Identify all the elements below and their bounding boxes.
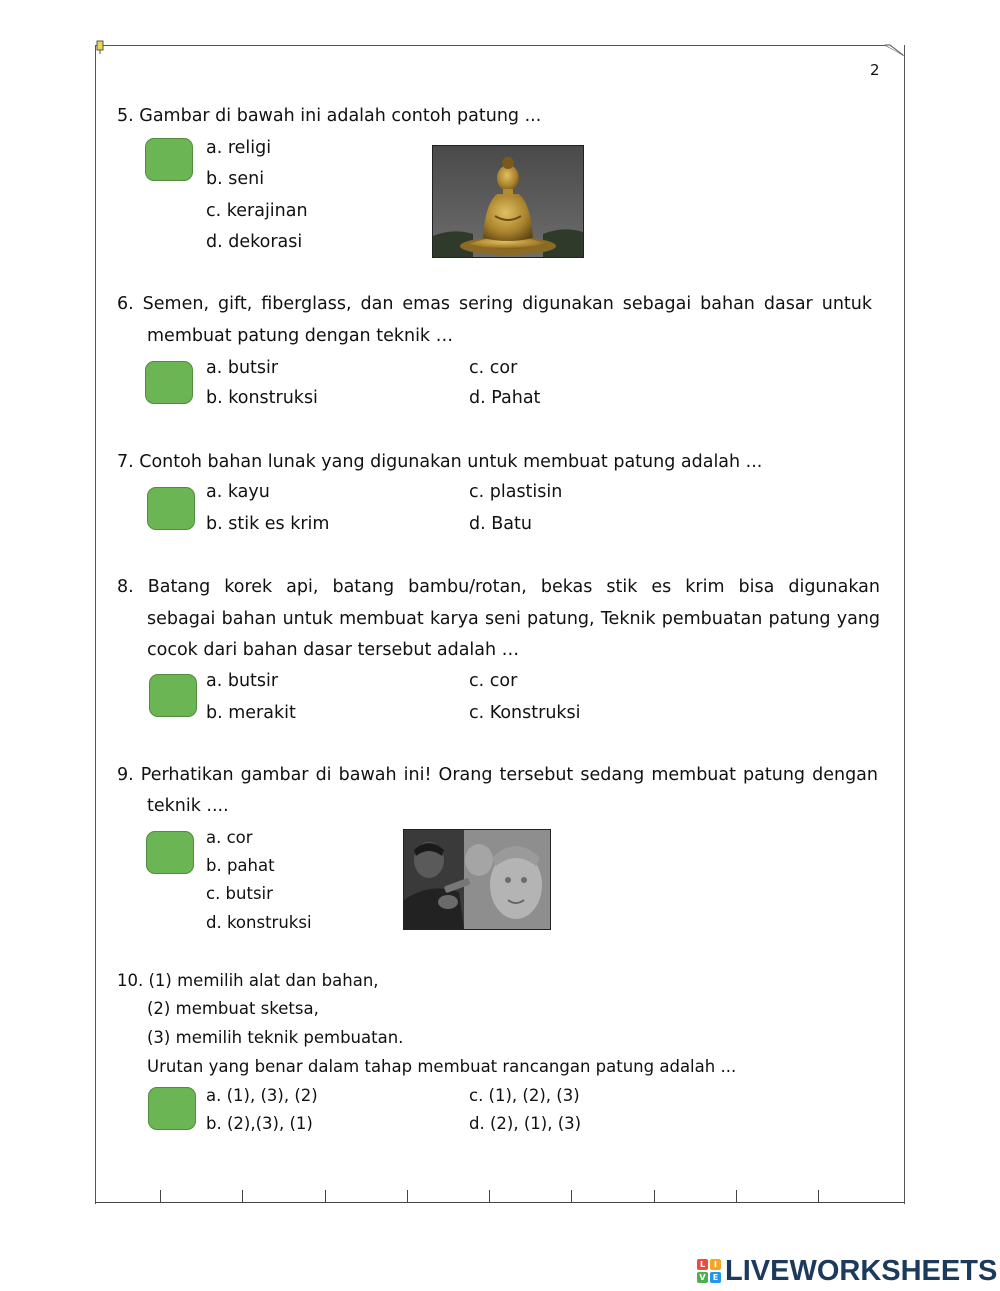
- bottom-tick: [489, 1190, 490, 1202]
- liveworksheets-logo[interactable]: [697, 1256, 997, 1286]
- sculptor-carving-image: [403, 829, 551, 930]
- q10-option-b: b. (2),(3), (1): [206, 1114, 313, 1133]
- q7-option-c: c. plastisin: [469, 482, 563, 502]
- bottom-tick: [160, 1190, 161, 1202]
- q6-option-b: b. konstruksi: [206, 388, 318, 408]
- q10-option-a: a. (1), (3), (2): [206, 1086, 318, 1105]
- question-10-line-3: (3) memilih teknik pembuatan.: [147, 1028, 404, 1047]
- question-9-line-2: teknik ....: [147, 796, 229, 816]
- answer-box-q10[interactable]: [148, 1087, 196, 1130]
- question-9-line-1: 9. Perhatikan gambar di bawah ini! Orang tersebut sedang membuat patung dengan: [117, 765, 878, 785]
- q9-option-c: c. butsir: [206, 884, 273, 903]
- q7-option-b: b. stik es krim: [206, 514, 330, 534]
- question-8-line-2: sebagai bahan untuk membuat karya seni patung, Teknik pembuatan patung yang: [147, 609, 880, 629]
- q8-option-a: a. butsir: [206, 671, 279, 691]
- folded-corner-icon: [885, 44, 904, 56]
- logo-icon-letter: V: [697, 1272, 708, 1283]
- answer-box-q7[interactable]: [147, 487, 195, 530]
- q5-option-b: b. seni: [206, 169, 265, 189]
- q5-option-a: a. religi: [206, 138, 272, 158]
- q7-option-d: d. Batu: [469, 514, 532, 534]
- q8-option-d: c. Konstruksi: [469, 703, 581, 723]
- q10-option-d: d. (2), (1), (3): [469, 1114, 582, 1133]
- answer-box-q6[interactable]: [145, 361, 193, 404]
- q9-option-b: b. pahat: [206, 856, 275, 875]
- answer-box-q9[interactable]: [146, 831, 194, 874]
- liveworksheets-logo-text: LIVEWORKSHEETS: [725, 1254, 998, 1287]
- liveworksheets-logo-icon: [697, 1259, 721, 1283]
- q6-option-d: d. Pahat: [469, 388, 541, 408]
- q8-option-b: b. merakit: [206, 703, 296, 723]
- q9-option-d: d. konstruksi: [206, 913, 312, 932]
- q7-option-a: a. kayu: [206, 482, 270, 502]
- question-8-line-3: cocok dari bahan dasar tersebut adalah …: [147, 640, 520, 660]
- q8-option-c: c. cor: [469, 671, 518, 691]
- q5-option-c: c. kerajinan: [206, 201, 308, 221]
- bottom-tick: [654, 1190, 655, 1202]
- question-7-text: 7. Contoh bahan lunak yang digunakan untuk membuat patung adalah ...: [117, 452, 763, 472]
- bottom-tick: [571, 1190, 572, 1202]
- bottom-tick: [818, 1190, 819, 1202]
- page-bottom-line: [95, 1202, 904, 1203]
- bottom-tick: [736, 1190, 737, 1202]
- q6-option-a: a. butsir: [206, 358, 279, 378]
- question-5-text: 5. Gambar di bawah ini adalah contoh patung ...: [117, 106, 542, 126]
- bottom-tick: [325, 1190, 326, 1202]
- question-6-line-1: 6. Semen, gift, fiberglass, dan emas sering digunakan sebagai bahan dasar untuk: [117, 294, 872, 314]
- pin-icon: [95, 40, 105, 54]
- page-number: 2: [870, 61, 880, 79]
- q9-option-a: a. cor: [206, 828, 253, 847]
- bottom-tick: [242, 1190, 243, 1202]
- answer-box-q5[interactable]: [145, 138, 193, 181]
- answer-box-q8[interactable]: [149, 674, 197, 717]
- q6-option-c: c. cor: [469, 358, 518, 378]
- logo-icon-letter: E: [710, 1272, 721, 1283]
- question-6-line-2: membuat patung dengan teknik …: [147, 326, 454, 346]
- question-10-line-1: 10. (1) memilih alat dan bahan,: [117, 971, 379, 990]
- q10-option-c: c. (1), (2), (3): [469, 1086, 580, 1105]
- q5-option-d: d. dekorasi: [206, 232, 303, 252]
- question-8-line-1: 8. Batang korek api, batang bambu/rotan, bekas stik es krim bisa digunakan: [117, 577, 880, 597]
- logo-icon-letter: L: [697, 1259, 708, 1270]
- question-10-line-4: Urutan yang benar dalam tahap membuat rancangan patung adalah ...: [147, 1057, 737, 1076]
- bottom-tick: [407, 1190, 408, 1202]
- question-10-line-2: (2) membuat sketsa,: [147, 999, 319, 1018]
- buddha-statue-image: [432, 145, 584, 258]
- logo-icon-letter: I: [710, 1259, 721, 1270]
